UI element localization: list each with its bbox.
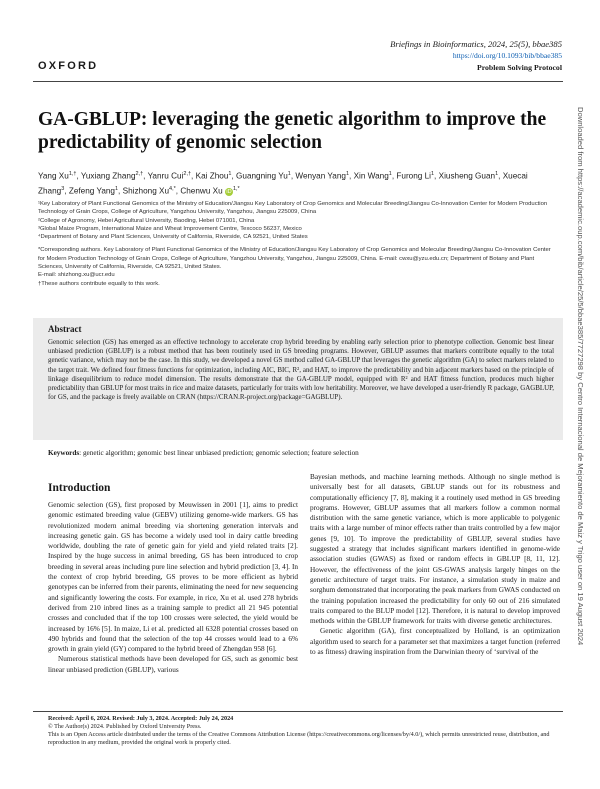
paper-title: GA-GBLUP: leveraging the genetic algorithm to improve the predictability of genomic selection <box>38 109 547 153</box>
author-affiliation-marker: 1,† <box>68 171 77 177</box>
author-list: Yang $Xu^{1,\dagger}$, Yuxiang Zhang$^{2,\dagger}$, Yanru Cui$^{2,\dagger}$, Kai Zhou$^1$, Guangning Yu$^1$, Wenyan Yang$^1$, Xin Wang$^1$, Furong Li$^1$, Xiusheng Guan$^1$, Xuecai Zhang$^3$, Zefeng Yang$^1$, Shizhong $Xu^{4,*}$, Chenwu Xu $iD^{1,*}$ <box>38 171 528 196</box>
header-divider <box>33 81 563 82</box>
author-name: Yang Xu <box>38 171 69 181</box>
author-name: Furong Li <box>396 171 431 181</box>
author-affiliation-marker: 1,* <box>232 185 240 192</box>
author-name: Kai Zhou <box>195 171 229 181</box>
author-affiliation-marker: 3 <box>61 185 65 192</box>
author-affiliation-marker: 4,* <box>169 185 176 192</box>
author-affiliation-marker: 1 <box>228 171 232 177</box>
download-watermark-text: Downloaded from https://academic.oup.com/bib/article/25/5/bbae385/7727298 by Centro Internacional de Mejoramiento de Maiz y Trigo user on 19 August 2024 <box>576 107 585 646</box>
equal-contribution-note: †These authors contribute equally to this work. <box>38 280 160 287</box>
author-name: Wenyan Yang <box>295 171 346 181</box>
copyright-notice: © The Author(s) 2024. Published by Oxford University Press. <box>48 723 202 731</box>
orcid-icon[interactable]: iD <box>226 188 232 195</box>
intro-paragraph-4: Genetic algorithm (GA), first conceptualized by Holland, is an optimization algorithm used to search for a parameter set that maximizes a target function (referred to as fitness) drawing inspiration from the Darwinian theory of ‘survival of the <box>310 627 560 657</box>
abstract-heading: Abstract <box>48 324 82 334</box>
affiliation-2: ²College of Agronomy, Hebei Agricultural University, Baoding, Hebei 071001, China <box>38 217 255 224</box>
abstract-text: Genomic selection (GS) has emerged as an effective technology to accelerate crop hybrid breeding by enabling early selection prior to phenotype collection. Genomic best linear unbiased prediction (GBLUP) is a robust method that has been routinely used in GS breeding programs. However, GBLUP assumes that markers contribute equally to the total genetic variance, which may not be the case. In this study, we developed a novel GS method called GA-GBLUP that leverages the genetic algorithm (GA) to select markers related to the target trait. We defined four fitness functions for optimization, including AIC, BIC, R², and HAT, to improve the predictability and bin adjacent markers based on the principle of linkage disequilibrium to reduce model dimension. The results demonstrate that the GA-GBLUP model, equipped with R² and HAT fitness function, produces much higher predictability than GBLUP for most traits in rice and maize datasets, particularly for traits with low heritability. Moreover, we have developed a user-friendly R package, GAGBLUP, for GS, and the package is freely available on CRAN (https://CRAN.R-project.org/package=GAGBLUP). <box>48 338 554 402</box>
affiliation-3: ³Global Maize Program, International Maize and Wheat Improvement Centre, Texcoco 56237, Mexico <box>38 225 302 232</box>
corresponding-email: E-mail: shizhong.xu@ucr.edu <box>38 272 115 279</box>
corresponding-authors: *Corresponding authors. Key Laboratory of Plant Functional Genomics of the Ministry of Education/Jiangsu Key Laboratory of Crop Genomics and Molecular Breeding/Jiangsu Co-Innovation Center for Modern Production Technology of Grain Crops, College of Agriculture, Yangzhou University, Yangzhou, Jiangsu 225009, China. E-mail: cwxu@yzu.edu.cn; Department of Botany and Plant Sciences, University of California, Riverside, CA 92521, United States. <box>38 247 551 271</box>
affiliations <box>38 200 558 288</box>
footer-divider <box>33 711 563 712</box>
keywords-text: : genetic algorithm; genomic best linear unbiased prediction; genomic selection; feature selection <box>79 449 359 457</box>
body-column-left <box>48 500 298 675</box>
author-affiliation-marker: 2,† <box>183 171 192 177</box>
article-dates: Received: April 6, 2024. Revised: July 3, 2024. Accepted: July 24, 2024 <box>48 715 234 722</box>
author-affiliation-marker: 1 <box>114 185 119 192</box>
author-affiliation-marker: 1 <box>495 171 499 177</box>
doi-link[interactable]: https://doi.org/10.1093/bib/bbae385 <box>452 51 562 60</box>
publisher-logo: OXFORD <box>38 60 99 72</box>
author-name: Chenwu Xu <box>180 186 223 196</box>
keywords-label: Keywords <box>48 449 80 457</box>
intro-paragraph-3: Bayesian methods, and machine learning methods. Although no single method is universally best for all datasets, GBLUP stands out for its robustness and computationally efficiency [7, 8], making it a routinely used method in GS breeding programs. However, GBLUP assumes that all markers follow a common normal distribution with the same genetic variance, which is more applicable to polygenic traits with a large number of minor effects rather than traits controlled by a few major genes [9, 10]. To improve the predictability of GBLUP, several studies have suggested a strategy that includes significant markers identified in genome-wide association studies (GWAS) as fixed or random effects in GBLUP [8, 11, 12]. However, the effectiveness of the joint GS-GWAS analysis largely hinges on the genetic architecture of target traits. For instance, a simulation study in maize and sorghum demonstrated that incorporating the peak markers from GWAS conducted on the training population increased the predictability for only 60 out of 216 simulated traits compared to the BLUP model [12]. Therefore, it is natural to develop improved methods within the GBLUP framework for traits with diverse genetic architectures. <box>310 473 560 626</box>
author-name: Xin Wang <box>353 171 389 181</box>
affiliation-4: ⁴Department of Botany and Plant Sciences, University of California, Riverside, CA 92521, United States <box>38 234 308 241</box>
author-name: Yanru Cui <box>147 171 184 181</box>
license-notice: This is an Open Access article distributed under the terms of the Creative Commons Attribution License (https://creativecommons.org/licenses/by/4.0/), which permits unrestricted reuse, distribution, and reproduction in any medium, provided the original work is properly cited. <box>48 731 550 747</box>
author-name: Zefeng Yang <box>68 186 115 196</box>
article-type: Problem Solving Protocol <box>476 63 562 72</box>
body-column-right <box>310 472 560 657</box>
author-affiliation-marker: 1 <box>388 171 392 177</box>
author-name: Xiusheng Guan <box>438 171 496 181</box>
author-affiliation-marker: 1 <box>287 171 291 177</box>
footer <box>48 715 563 747</box>
download-watermark <box>574 107 596 667</box>
keywords <box>48 449 554 457</box>
author-name: Shizhong Xu <box>122 186 170 196</box>
author-affiliation-marker: 1 <box>345 171 349 177</box>
affiliation-1: ¹Key Laboratory of Plant Functional Genomics of the Ministry of Education/Jiangsu Key Laboratory of Crop Genomics and Molecular Breeding/Jiangsu Co-Innovation Center for Modern Production Technology of Grain Crops, College of Agriculture, Yangzhou University, Yangzhou, Jiangsu 225009, China <box>38 201 548 216</box>
author-name: Yuxiang Zhang <box>80 171 136 181</box>
author-affiliation-marker: 1 <box>430 171 435 177</box>
intro-paragraph-2: Numerous statistical methods have been developed for GS, such as genomic best linear unbiased prediction (GBLUP), various <box>48 655 298 674</box>
author-name: Guangning Yu <box>236 171 288 181</box>
introduction-heading: Introduction <box>48 482 111 494</box>
author-name: Xuecai Zhang <box>38 171 528 196</box>
intro-paragraph-1: Genomic selection (GS), first proposed by Meuwissen in 2001 [1], aims to predict genomic estimated breeding value (GEBV) utilizing genome-wide markers. GS has revolutionized modern animal breeding via shortening generation intervals and increasing genetic gain. GS has become a widely used tool in dairy cattle breeding worldwide, doubling the rate of genetic gain for yield and yield related traits [2]. Inspired by the huge success in animal breeding, GS has been introduced to crop breeding in several areas including pure line selection and hybrid prediction [3, 4]. In the context of crop hybrid breeding, GS proves to be more efficient as hybrid genotypes can be inferred from their parents, eliminating the need for new sequencing and significantly lowering the costs. For example, in rice, Xu et al. used 278 hybrids derived from 210 inbred lines as a training sample to predict all 21 945 potential crosses and concluded that if the top 100 crosses were selected, the yield would be increased by 16% [5]. In maize, Li et al. predicted all 6328 potential crosses based on 490 hybrids and found that the selection of the top 44 crosses would lead to a 6% growth in grain yield (GY) compared to the hybrid breed of Zhengdan 958 [6]. <box>48 501 298 654</box>
author-affiliation-marker: 2,† <box>135 171 144 177</box>
journal-citation: Briefings in Bioinformatics, 2024, 25(5), bbae385 <box>390 39 562 49</box>
